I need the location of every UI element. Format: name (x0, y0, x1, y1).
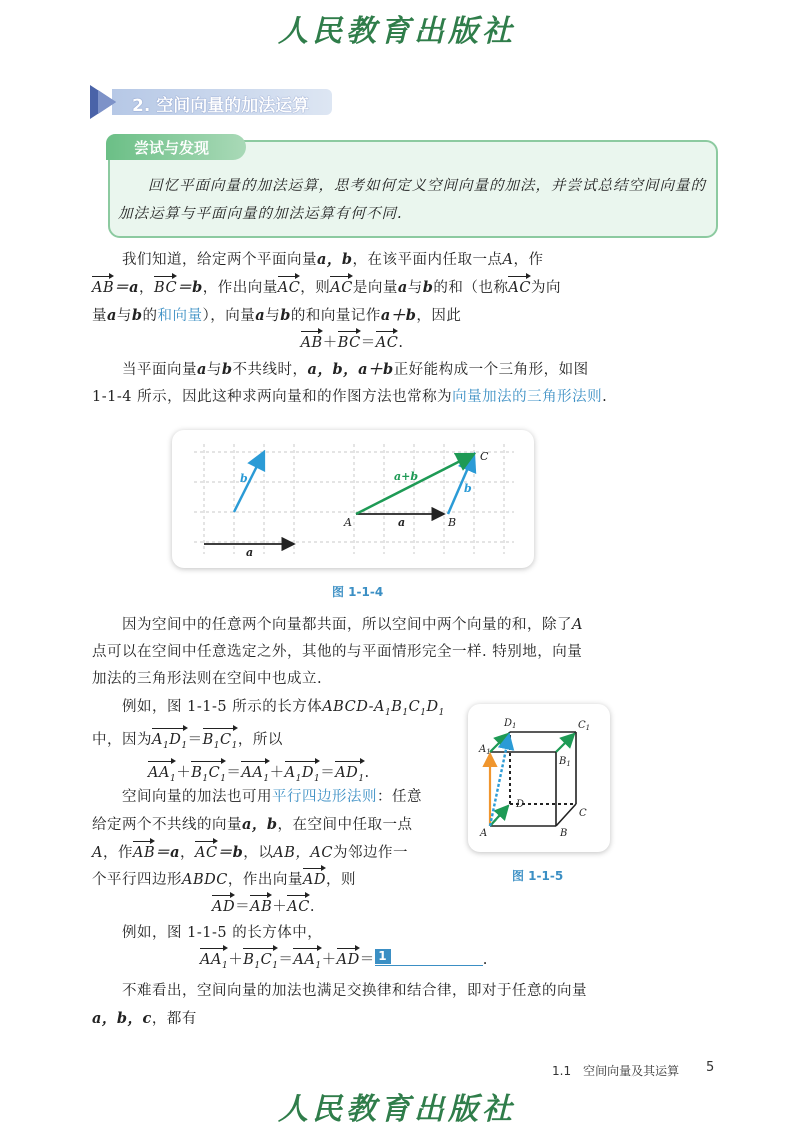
point-A: A (344, 516, 352, 529)
publisher-logo-bottom: 人民教育出版社 (278, 1092, 516, 1127)
answer-blank-1[interactable]: 1 (375, 949, 483, 966)
grid (194, 444, 514, 554)
triangle-rule-diagram (172, 430, 534, 568)
formula-cuboid-sum: $AA_1+B_1C_1=AA_1+A_1D_1=AD_1$. (92, 760, 462, 793)
point-C1: $C_1$ (578, 720, 591, 732)
label-b-free: b (240, 472, 248, 485)
point-A: A (480, 828, 488, 839)
paragraph-exercise: 例如，图 1-1-5 的长方体中， $AA_1+B_1C_1=AA_1+AD=$ 1 . (92, 920, 632, 980)
section-title: 2. 空间向量的加法运算 (132, 96, 310, 116)
paragraph-space-extension: 因为空间中的任意两个向量都共面，所以空间中两个向量的和，除了A 点可以在空间中任意选定之外，其他的与平面情形完全一样. 特别地，向量 加法的三角形法则在空间中也成立. (92, 617, 583, 687)
term-parallelogram-rule: 平行四边形法则 (272, 789, 377, 805)
point-D: D (516, 799, 525, 810)
point-B1: $B_1$ (559, 756, 571, 768)
figure-1-1-4 (172, 430, 534, 568)
figure-1-1-5 (468, 704, 610, 852)
point-B: B (448, 516, 457, 529)
page-number: 5 (706, 1060, 715, 1075)
label-a-plus-b: a+b (394, 470, 419, 483)
footer-section-name: 1.1 空间向量及其运算 (552, 1064, 680, 1078)
label-a: a (398, 516, 406, 529)
figure-1-1-5-caption: 图 1-1-5 (512, 869, 564, 883)
formula-parallelogram: AD＝AB＋AC. (92, 894, 462, 921)
vector-ac (356, 454, 474, 514)
label-a-free: a (246, 546, 254, 559)
publisher-logo-top: 人民教育出版社 (278, 14, 516, 49)
paragraph-triangle-rule: 当平面向量a与b不共线时，a，b，a＋b正好能构成一个三角形，如图 1-1-4 所示，因此这种求两向量和的作图方法也常称为向量加法的三角形法则. (92, 361, 608, 405)
point-D1: $D_1$ (504, 718, 517, 730)
formula-ab-bc-ac: AB＋BC＝AC. (92, 330, 632, 357)
cuboid-diagram (468, 704, 610, 852)
paragraph-sum-definition: 我们知道，给定两个平面向量a，b，在该平面内任取一点A，作 AB＝a，BC＝b，作出向量AC，则AC是向量a与b的和（也称AC为向 量a与b的和向量），向量a与b的和向量记作a＋b，因此 AB＋BC＝AC. (92, 246, 632, 357)
paragraph-cuboid-example: 例如，图 1-1-5 所示的长方体ABCD-$A_1B_1C_1D_1$ 中，因为$A_1D_1=B_1C_1$，所以 $AA_1+B_1C_1=AA_1+A_1D_1=AD_1$. (92, 694, 462, 793)
vector-A1D1 (490, 734, 508, 752)
term-sum-vector: 和向量 (157, 308, 203, 324)
formula-exercise: $AA_1+B_1C_1=AA_1+AD=$ 1 . (92, 947, 632, 980)
try-discover-tab: 尝试与发现 (106, 134, 246, 160)
section-heading (90, 85, 330, 119)
try-discover-text: 回忆平面向量的加法运算，思考如何定义空间向量的加法，并尝试总结空间向量的加法运算与平面向量的加法运算有何不同. (118, 178, 706, 222)
paragraph-parallelogram-rule: 空间向量的加法也可用平行四边形法则：任意 给定两个不共线的向量a，b，在空间中任取一点 A，作AB＝a，AC＝b，以AB，AC为邻边作一 个平行四边形ABDC，作出向量AD，则 AD＝AB＋AC. (92, 784, 462, 921)
vector-B1C1 (556, 734, 574, 752)
point-C: C (480, 450, 489, 463)
point-C: C (579, 808, 587, 819)
point-A1: $A_1$ (479, 744, 491, 756)
point-B: B (560, 828, 568, 839)
figure-1-1-4-caption: 图 1-1-4 (332, 585, 384, 599)
label-b: b (464, 482, 472, 495)
term-triangle-rule: 向量加法的三角形法则 (452, 389, 603, 405)
paragraph-laws: 不难看出，空间向量的加法也满足交换律和结合律，即对于任意的向量 a，b，c，都有 (92, 983, 587, 1027)
